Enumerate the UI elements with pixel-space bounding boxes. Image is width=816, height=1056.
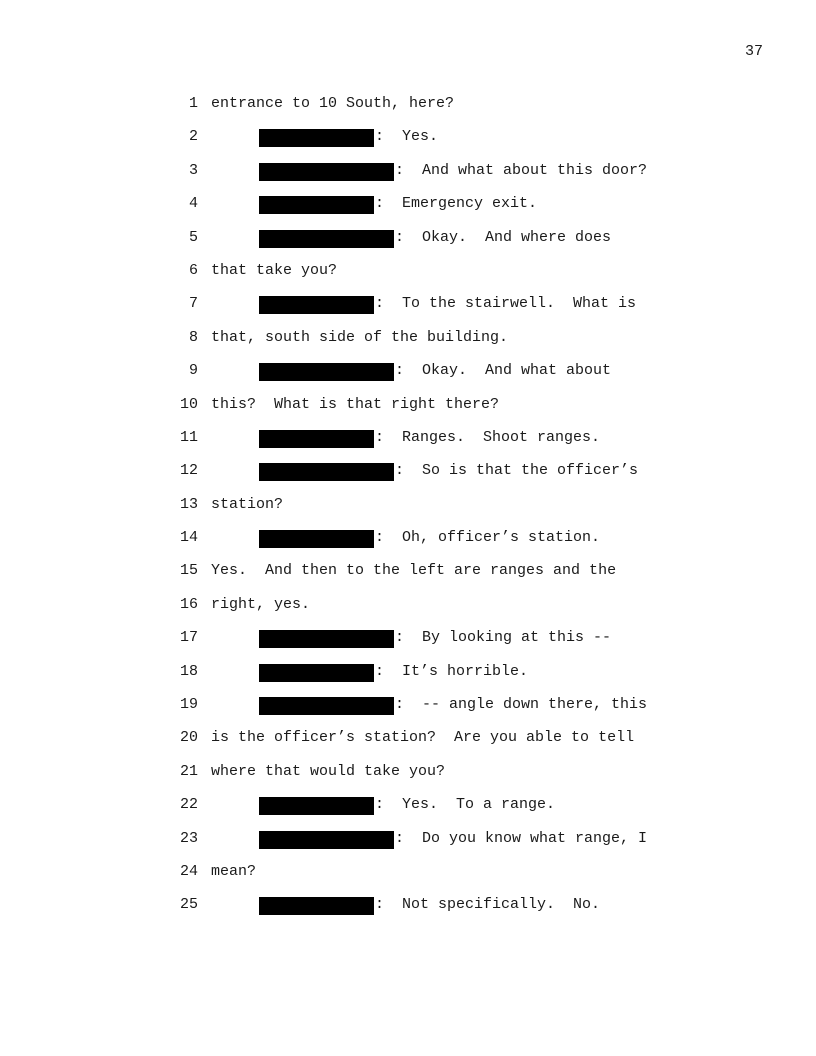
- line-number: 1: [188, 95, 198, 112]
- line-number: 9: [188, 362, 198, 380]
- speaker-utterance: : Ranges. Shoot ranges.: [375, 428, 601, 446]
- line-number: 14: [179, 529, 198, 547]
- line-number: 13: [179, 495, 198, 513]
- transcript-line: [0, 125, 816, 158]
- line-text: entrance to 10 South, here?: [211, 95, 455, 112]
- transcript-line: [0, 393, 816, 426]
- line-text: where that would take you?: [211, 762, 446, 780]
- transcript-line: [0, 893, 816, 926]
- transcript-line: [0, 226, 816, 259]
- transcript-line: [0, 760, 816, 793]
- speaker-utterance: : Okay. And what about: [395, 362, 612, 380]
- transcript-line: [0, 92, 816, 125]
- speaker-utterance: : So is that the officer’s: [395, 462, 639, 480]
- line-text: mean?: [211, 862, 257, 880]
- transcript-line: [0, 493, 816, 526]
- line-number: 5: [188, 228, 198, 246]
- speaker-utterance: : Emergency exit.: [375, 195, 538, 213]
- speaker-name-redaction: [259, 463, 394, 481]
- line-number: 12: [179, 462, 198, 480]
- transcript-line: [0, 860, 816, 893]
- transcript-line: [0, 459, 816, 492]
- line-text: is the officer’s station? Are you able to tell: [211, 729, 635, 747]
- line-text: this? What is that right there?: [211, 395, 500, 413]
- transcript-line: [0, 559, 816, 592]
- line-number: 3: [188, 161, 198, 179]
- line-number: 10: [179, 395, 198, 413]
- speaker-utterance: : Do you know what range, I: [395, 829, 648, 847]
- line-number: 4: [188, 195, 198, 213]
- line-number: 18: [179, 662, 198, 680]
- speaker-utterance: : Yes. To a range.: [375, 796, 556, 814]
- line-number: 17: [179, 629, 198, 647]
- line-number: 7: [188, 295, 198, 313]
- speaker-name-redaction: [259, 129, 374, 147]
- speaker-utterance: : By looking at this --: [395, 629, 612, 647]
- speaker-utterance: : To the stairwell. What is: [375, 295, 637, 313]
- line-number: 23: [179, 829, 198, 847]
- transcript-line: [0, 359, 816, 392]
- transcript-line: [0, 292, 816, 325]
- transcript-line: [0, 326, 816, 359]
- line-text: Yes. And then to the left are ranges and the: [211, 562, 617, 580]
- transcript-line: [0, 526, 816, 559]
- speaker-utterance: : Oh, officer’s station.: [375, 529, 601, 547]
- line-number: 21: [179, 762, 198, 780]
- speaker-utterance: : -- angle down there, this: [395, 696, 648, 714]
- speaker-name-redaction: [259, 630, 394, 648]
- line-number: 8: [188, 328, 198, 346]
- speaker-name-redaction: [259, 897, 374, 915]
- line-text: that, south side of the building.: [211, 328, 509, 346]
- speaker-utterance: : Not specifically. No.: [375, 896, 601, 914]
- transcript-line: [0, 593, 816, 626]
- line-text: right, yes.: [211, 595, 311, 613]
- speaker-name-redaction: [259, 296, 374, 314]
- speaker-name-redaction: [259, 196, 374, 214]
- line-number: 22: [179, 796, 198, 814]
- speaker-name-redaction: [259, 430, 374, 448]
- line-number: 11: [179, 428, 198, 446]
- line-number: 25: [179, 896, 198, 914]
- speaker-name-redaction: [259, 831, 394, 849]
- transcript-line: [0, 793, 816, 826]
- transcript-line: [0, 159, 816, 192]
- transcript-body: [0, 92, 816, 927]
- line-number: 15: [179, 562, 198, 580]
- line-number: 16: [179, 595, 198, 613]
- line-text: that take you?: [211, 261, 338, 279]
- transcript-line: [0, 626, 816, 659]
- speaker-utterance: : Okay. And where does: [395, 228, 612, 246]
- transcript-line: [0, 259, 816, 292]
- transcript-line: [0, 827, 816, 860]
- speaker-name-redaction: [259, 664, 374, 682]
- transcript-line: [0, 660, 816, 693]
- line-number: 6: [188, 261, 198, 279]
- speaker-utterance: : And what about this door?: [395, 161, 648, 179]
- speaker-name-redaction: [259, 230, 394, 248]
- line-number: 20: [179, 729, 198, 747]
- transcript-line: [0, 693, 816, 726]
- transcript-line: [0, 192, 816, 225]
- transcript-line: [0, 426, 816, 459]
- line-text: station?: [211, 495, 284, 513]
- transcript-line: [0, 726, 816, 759]
- speaker-name-redaction: [259, 163, 394, 181]
- line-number: 19: [179, 696, 198, 714]
- line-number: 24: [179, 862, 198, 880]
- speaker-utterance: : Yes.: [375, 128, 439, 146]
- page-number: 37: [744, 43, 763, 60]
- line-number: 2: [188, 128, 198, 146]
- speaker-name-redaction: [259, 797, 374, 815]
- speaker-name-redaction: [259, 530, 374, 548]
- speaker-name-redaction: [259, 697, 394, 715]
- speaker-utterance: : It’s horrible.: [375, 662, 529, 680]
- speaker-name-redaction: [259, 363, 394, 381]
